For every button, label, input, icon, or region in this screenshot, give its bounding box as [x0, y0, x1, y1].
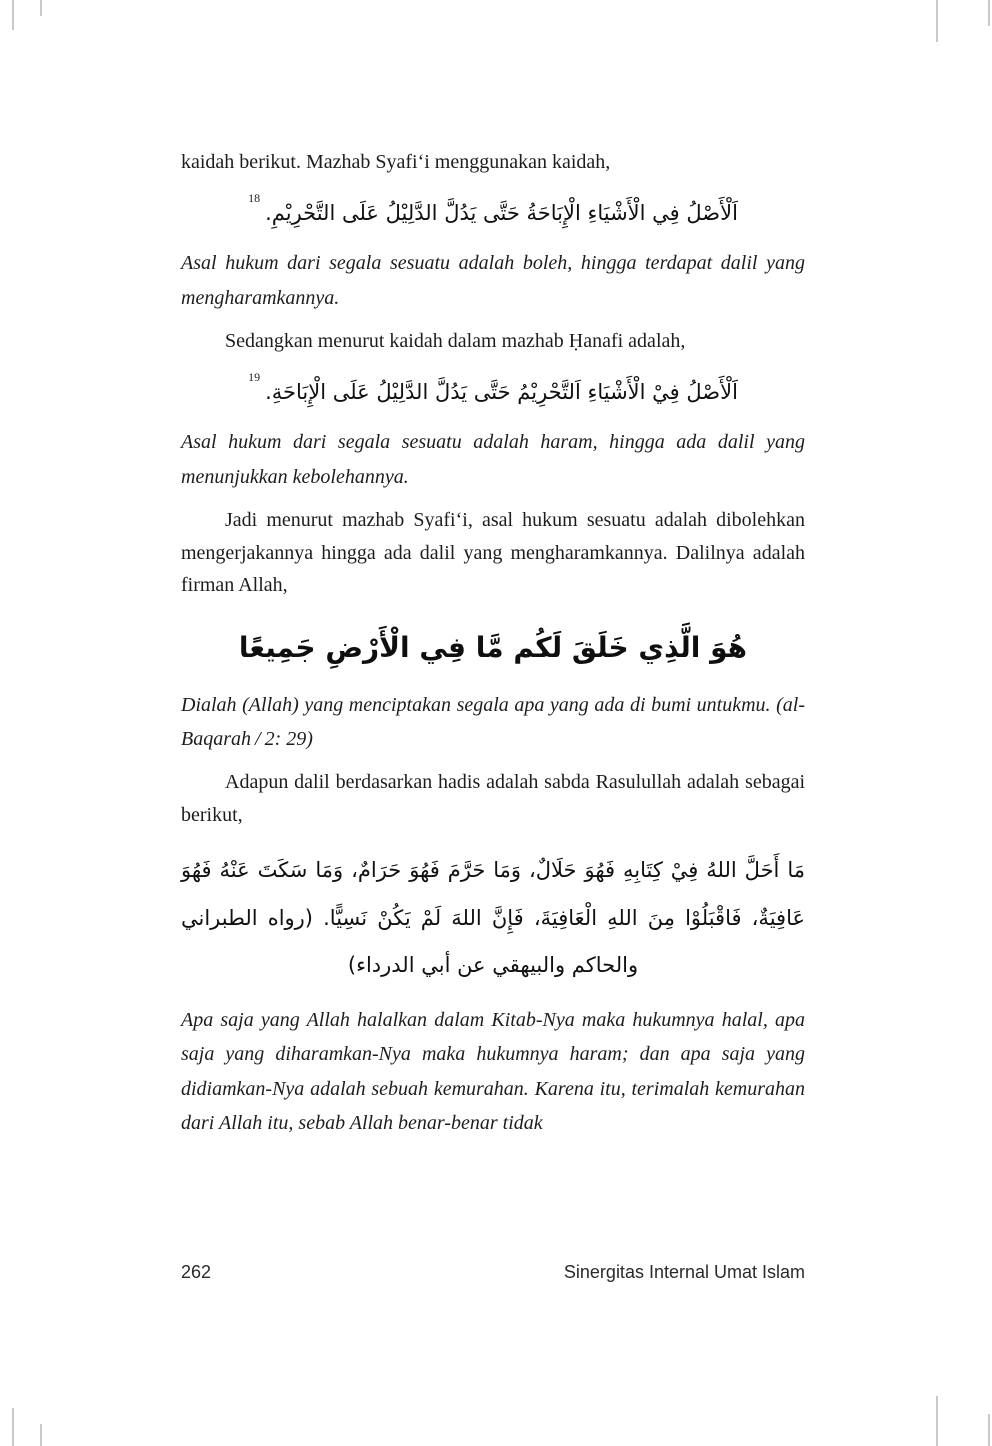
- translation-qaidah-syafii: Asal hukum dari segala sesuatu adalah boleh, hingga terdapat dalil yang mengharamkannya.: [181, 252, 805, 309]
- page-footer: [181, 1262, 805, 1283]
- footnote-marker-19[interactable]: 19: [248, 370, 261, 385]
- page-edge-mark: [936, 1396, 938, 1446]
- paragraph-intro: kaidah berikut. Mazhab Syafi‘i menggunakan kaidah,: [181, 151, 611, 173]
- page-edge-mark: [988, 0, 990, 26]
- running-title: Sinergitas Internal Umat Islam: [563, 1262, 805, 1282]
- translation-qaidah-hanafi: Asal hukum dari segala sesuatu adalah haram, hingga ada dalil yang menunjukkan kebolehannya.: [181, 431, 805, 488]
- page-edge-mark: [40, 1424, 42, 1446]
- paragraph-adapun: Adapun dalil berdasarkan hadis adalah sabda Rasulullah adalah sebagai berikut,: [181, 771, 805, 826]
- quran-verse-al-baqarah-29: هُوَ الَّذِي خَلَقَ لَكُم مَّا فِي الْأَرْضِ جَمِيعًا: [238, 631, 748, 665]
- paragraph-hanafi-intro: Sedangkan menurut kaidah dalam mazhab Ḥanafi adalah,: [225, 330, 686, 353]
- footnote-marker-18[interactable]: 18: [248, 191, 261, 206]
- page-edge-mark: [988, 1414, 990, 1446]
- arabic-text: اَلْأَصْلُ فِي الْأَشْيَاءِ الْإِبَاحَةُ حَتَّى يَدُلَّ الدَّلِيْلُ عَلَى التَّحْرِيْمِ.: [265, 201, 738, 226]
- translation-quran-verse: Dialah (Allah) yang menciptakan segala apa yang ada di bumi untukmu. (al-Baqarah / 2: 29): [181, 693, 805, 751]
- arabic-qaidah-hanafi: [181, 370, 805, 413]
- arabic-text: اَلْأَصْلُ فِيْ الْأَشْيَاءِ اَلتَّحْرِيْمُ حَتَّى يَدُلَّ الدَّلِيْلُ عَلَى الْإِبَاحَةِ.: [265, 380, 738, 405]
- paragraph-jadi: Jadi menurut mazhab Syafi‘i, asal hukum sesuatu adalah dibolehkan mengerjakannya hingga ada dalil yang mengharamkannya. Dalilnya adalah firman Allah,: [181, 509, 805, 596]
- page-number: 262: [181, 1262, 212, 1282]
- page-edge-mark: [40, 0, 42, 16]
- hadith-arabic-text: مَا أَحَلَّ اللهُ فِيْ كِتَابِهِ فَهُوَ حَلَالٌ، وَمَا حَرَّمَ فَهُوَ حَرَامٌ، وَمَا سَكَتَ عَنْهُ فَهُوَ عَافِيَةٌ، فَاقْبَلُوْا مِنَ اللهِ الْعَافِيَةَ، فَإِنَّ اللهَ لَمْ يَكُنْ نَسِيًّا. (رواه الطبراني والحاكم والبيهقي عن أبي الدرداء): [181, 858, 805, 977]
- page-body: [181, 146, 805, 1151]
- page-edge-mark: [936, 0, 938, 42]
- arabic-qaidah-syafii: [181, 191, 805, 234]
- translation-hadith: Apa saja yang Allah halalkan dalam Kitab-Nya maka hukumnya halal, apa saja yang diharamkan-Nya maka hukumnya haram; dan apa saja yang didiamkan-Nya adalah sebuah kemurahan. Karena itu, terimalah kemurahan dari Allah itu, sebab Allah benar-benar tidak: [181, 1009, 805, 1135]
- page-edge-mark: [12, 0, 14, 30]
- page-edge-mark: [12, 1408, 14, 1446]
